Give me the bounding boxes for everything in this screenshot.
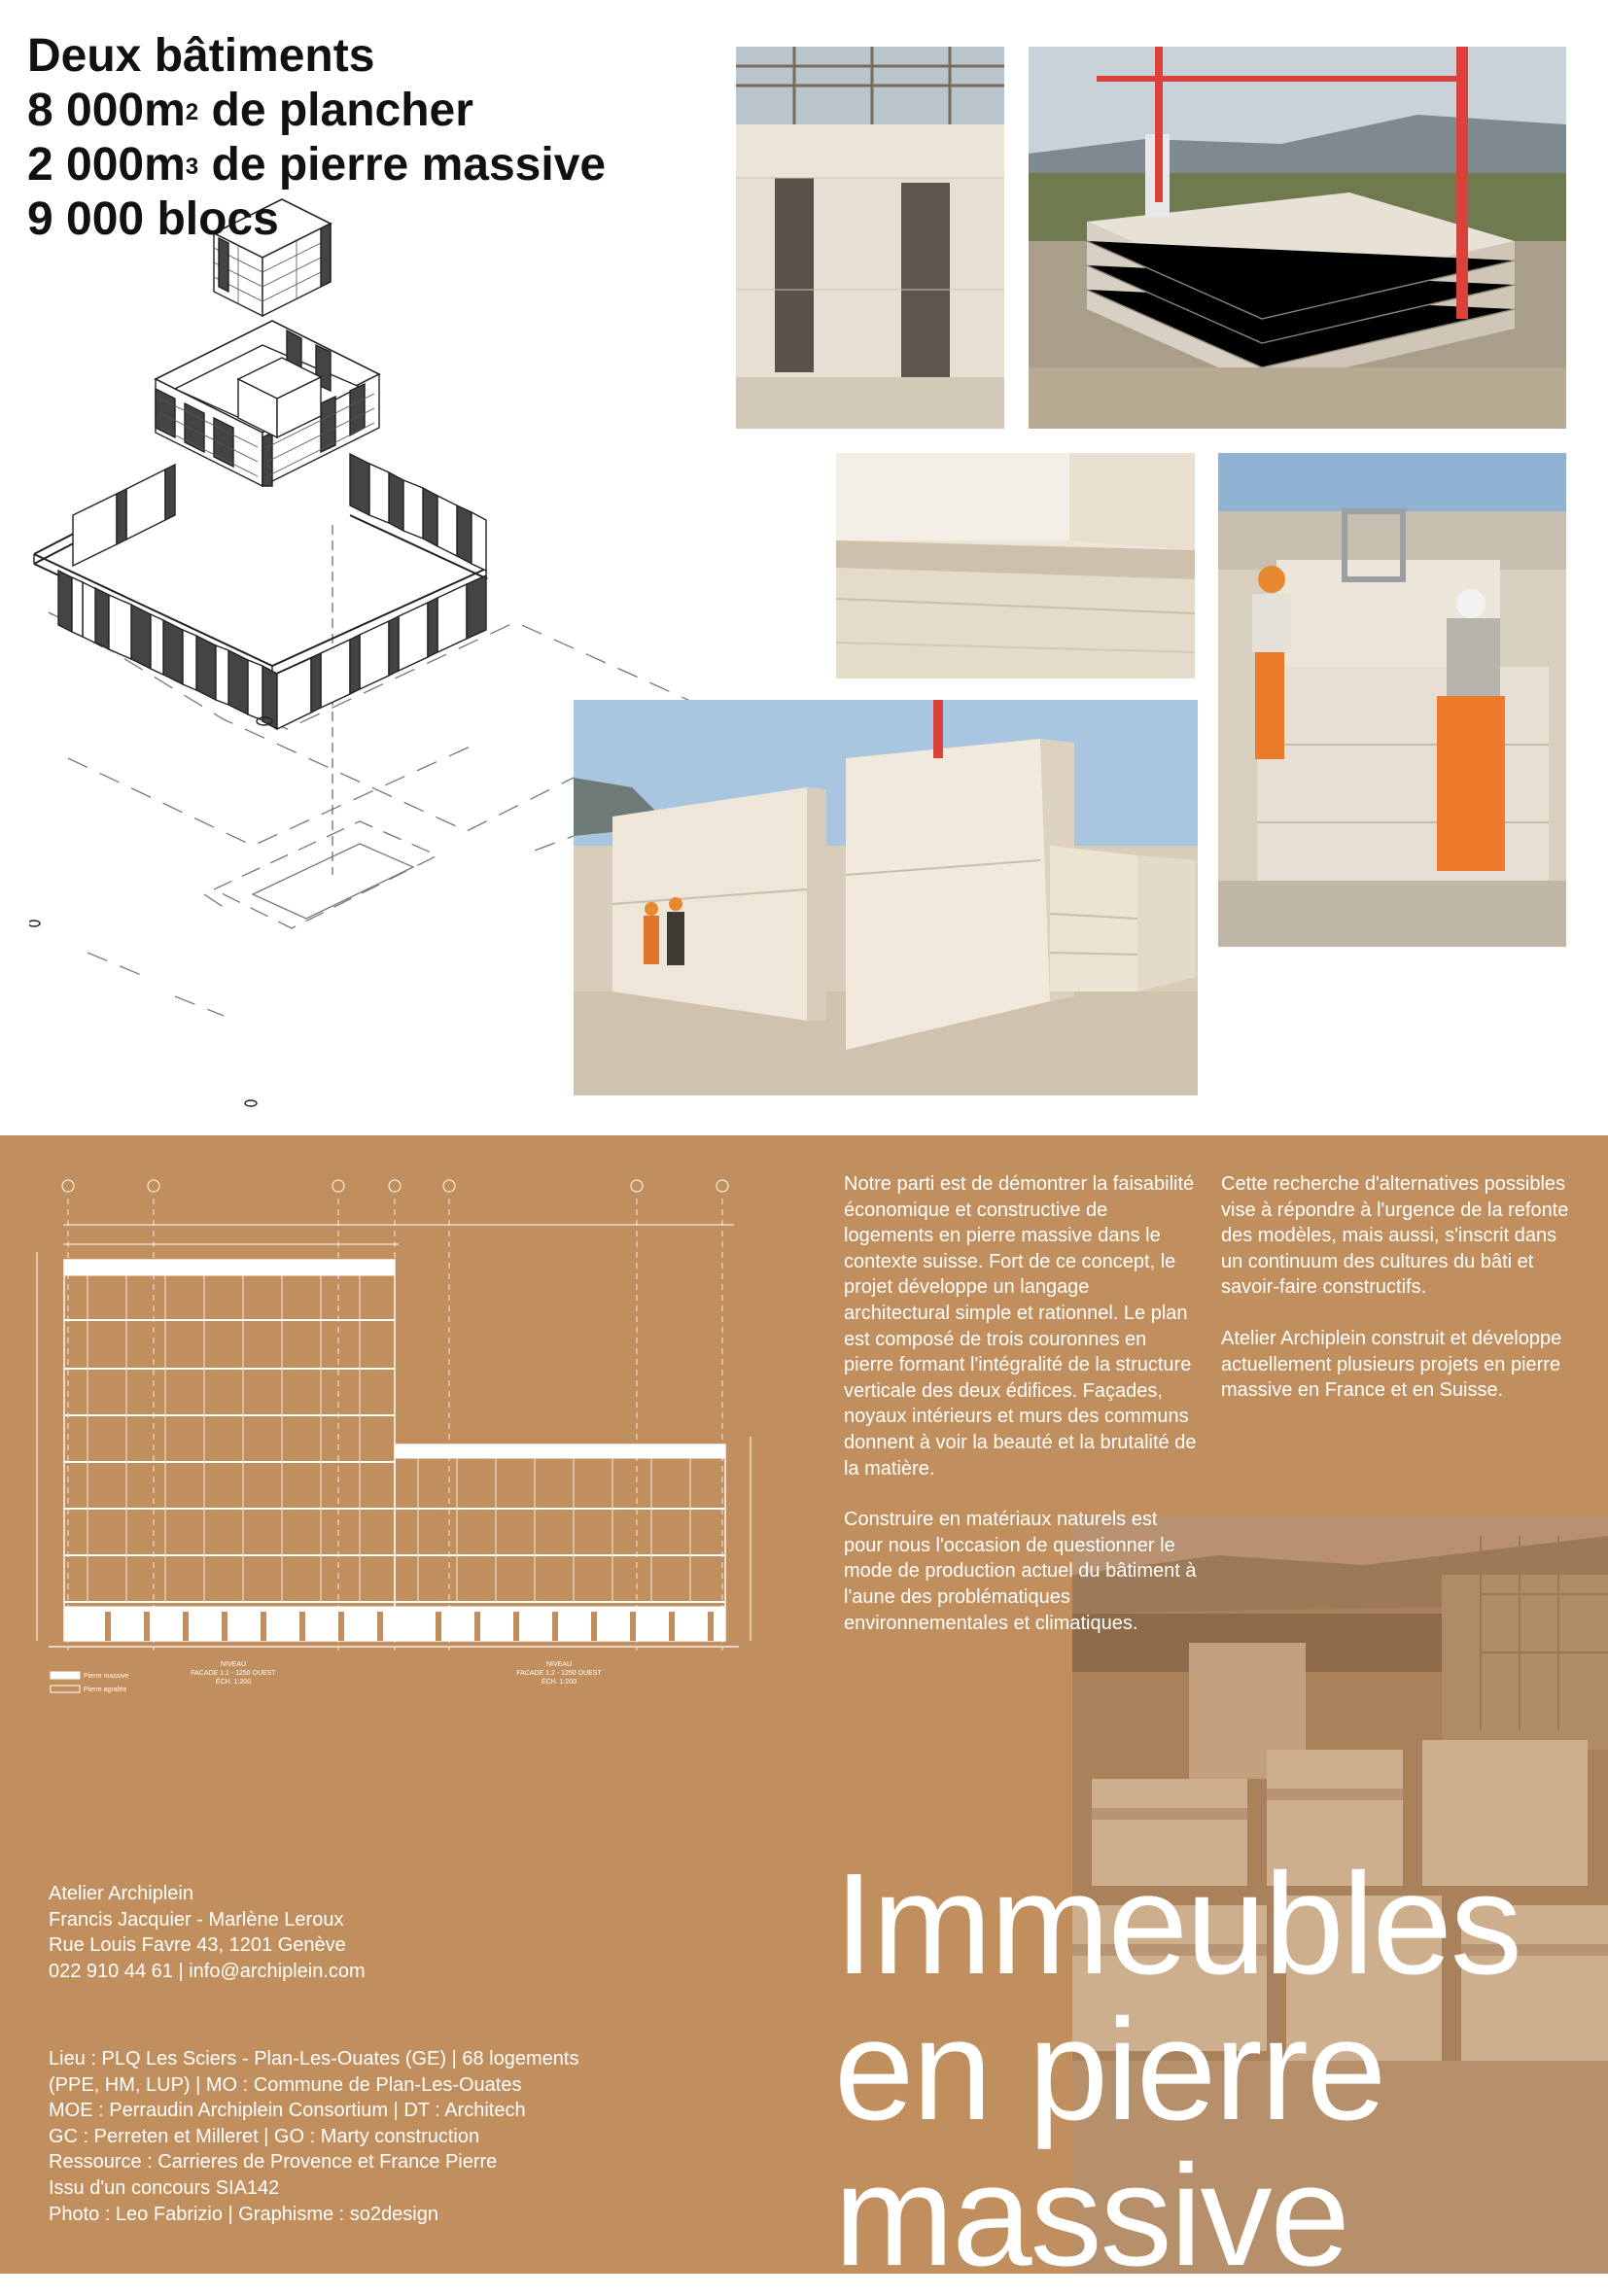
elevation-caption-left-2: FACADE 1:1 - 1250 OUEST xyxy=(191,1670,276,1677)
legend-label-solid: Pierre massive xyxy=(84,1673,129,1680)
photo-construction-site xyxy=(1029,47,1566,429)
elevation-caption-left-1: NIVEAU xyxy=(220,1661,247,1668)
elevation-caption-right-1: NIVEAU xyxy=(545,1661,573,1668)
stat-stone-volume: 2 $000m^3$ de pierre massive xyxy=(27,139,607,191)
stat-buildings: Deux bâtiments xyxy=(27,30,375,82)
contact-studio: Atelier Archiplein xyxy=(49,1883,193,1904)
photo-stone-pillars xyxy=(574,700,1198,1096)
paragraph-research: Cette recherche d'alternatives possibles vise à répondre à l'urgence de la refonte des modèles, mais aussi, s'inscrit dans un continuum des cultures du bâti et savoir-faire constructifs. xyxy=(1221,1173,1569,1299)
credit-line: Lieu : PLQ Les Sciers - Plan-Les-Ouates (GE) | 68 logements xyxy=(49,2048,579,2070)
stat-blocks: 9 000 blocs xyxy=(27,193,279,245)
title-line-2: en pierre xyxy=(834,1990,1385,2150)
facade-elevation-drawing xyxy=(29,1174,758,1699)
credit-line: Photo : Leo Fabrizio | Graphisme : so2design xyxy=(49,2203,438,2225)
photo-stone-detail xyxy=(836,453,1195,678)
paragraph-natural-materials: Construire en matériaux naturels est pour nous l'occasion de questionner le mode de production actuel du bâtiment à l'aune des problématiques environnementales et climatiques. xyxy=(844,1509,1197,1634)
paragraph-concept: Notre parti est de démontrer la faisabilité économique et constructive de logements en pierre massive dans le contexte suisse. Fort de ce concept, le projet développe un langage architectural simple et rationnel. Le plan est composé de trois couronnes en pierre formant l'intégralité de la structure verticale des deux édifices. Façades, noyaux intérieurs et murs des communs donnent à voir la beauté et la brutalité de la matière. xyxy=(844,1173,1197,1479)
project-credits xyxy=(49,2046,578,2227)
credit-line: (PPE, HM, LUP) | MO : Commune de Plan-Les-Ouates xyxy=(49,2073,522,2096)
elevation-caption-left-3: ÉCH. 1:200 xyxy=(215,1679,252,1686)
legend-label-clad: Pierre agrafée xyxy=(84,1687,127,1693)
text-column-1 xyxy=(844,1171,1199,1661)
contact-block xyxy=(49,1881,366,1984)
title-line-3: massive xyxy=(834,2136,1348,2296)
title-line-1: Immeubles xyxy=(834,1844,1521,2004)
elevation-caption-right-2: FACADE 1:2 - 1250 OUEST xyxy=(516,1670,602,1677)
photo-stone-walls xyxy=(736,47,1004,429)
credit-line: Issu d'un concours SIA142 xyxy=(49,2176,280,2199)
stats-headline xyxy=(27,29,606,247)
credit-line: GC : Perreten et Milleret | GO : Marty construction xyxy=(49,2125,480,2147)
elevation-caption-right-3: ÉCH. 1:200 xyxy=(541,1679,577,1686)
text-column-2 xyxy=(1221,1171,1571,1429)
contact-phone-email: 022 910 44 61 | info@archiplein.com xyxy=(49,1960,366,1982)
contact-architects: Francis Jacquier - Marlène Leroux xyxy=(49,1908,344,1931)
page-title xyxy=(834,1844,1521,2296)
contact-address: Rue Louis Favre 43, 1201 Genève xyxy=(49,1934,346,1957)
credit-line: Ressource : Carrieres de Provence et France Pierre xyxy=(49,2151,498,2174)
paragraph-atelier: Atelier Archiplein construit et développe actuellement plusieurs projets en pierre massive en France et en Suisse. xyxy=(1221,1327,1562,1402)
credit-line: MOE : Perraudin Archiplein Consortium | DT : Architech xyxy=(49,2100,526,2122)
stat-floor-area: 8 $000m^2$ de plancher xyxy=(27,85,473,136)
photo-workers-placing-block xyxy=(1218,453,1566,947)
